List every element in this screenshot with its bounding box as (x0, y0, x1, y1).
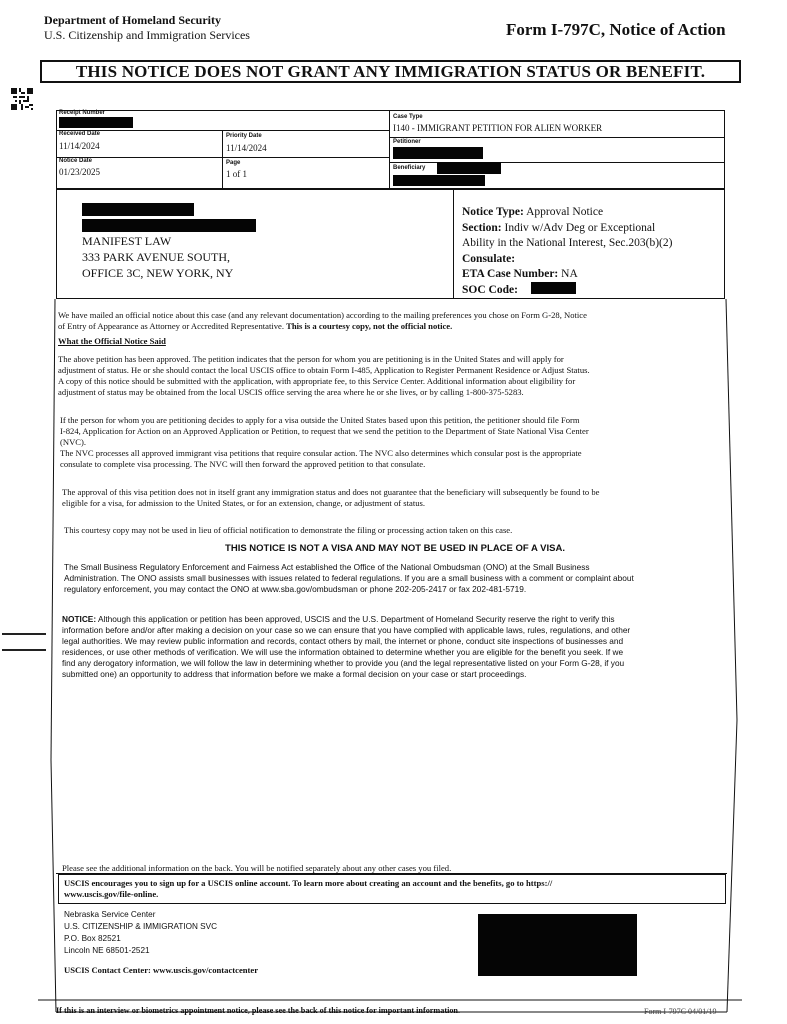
case-type-label: Case Type (393, 114, 423, 120)
page-value: 1 of 1 (226, 169, 247, 179)
ombudsman-paragraph (64, 562, 732, 595)
paragraph-line: Administration. The ONO assists small businesses with issues related to federal regulations. If you are a small business with a comment or complaint about (64, 573, 634, 583)
received-date-value: 11/14/2024 (59, 141, 100, 151)
notice-date-label: Notice Date (59, 158, 93, 164)
eta-case-number-label: ETA Case Number: (462, 268, 559, 280)
receipt-number-label: Receipt Number (59, 110, 106, 116)
paragraph-line: consulate to complete visa processing. The NVC will then forward the approved petition to that consulate. (60, 459, 426, 469)
address-line: MANIFEST LAW (82, 234, 172, 248)
service-center-line: P.O. Box 82521 (64, 934, 121, 943)
paragraph-line: (NVC). (60, 437, 87, 447)
page-label: Page (226, 160, 241, 166)
appointment-note: If this is an interview or biometrics appointment notice, please see the back of this notice for important information. (56, 1006, 461, 1015)
paragraph-line: eligible for a visa, for admission to the United States, or for an extension, change, or adjustment of status. (62, 498, 426, 508)
additional-info-note: Please see the additional information on the back. You will be notified separately about any other cases you filed. (62, 863, 452, 873)
paragraph-line: The above petition has been approved. The petition indicates that the person for whom you are petitioning is in the United States and will apply for (58, 354, 564, 364)
paragraph-line: information before and/or after making a decision on your case so we can ensure that you have complied with applicable laws, rules, regulations, and other (62, 625, 631, 635)
section-value-continued: Ability in the National Interest, Sec.203(b)(2) (462, 237, 673, 249)
service-center-line: U.S. CITIZENSHIP & IMMIGRATION SVC (64, 922, 217, 931)
online-account-note (64, 878, 724, 900)
received-date-label: Received Date (59, 131, 101, 137)
form-edition: Form I-797C 04/01/19 (644, 1007, 717, 1016)
paragraph-line: If the person for whom you are petitioning decides to apply for a visa outside the United States based upon this petition, the petitioner should file Form (60, 415, 580, 425)
service-center-line: Nebraska Service Center (64, 910, 156, 919)
case-type-value: I140 - IMMIGRANT PETITION FOR ALIEN WORKER (393, 123, 603, 133)
section-value: Indiv w/Adv Deg or Exceptional (504, 221, 656, 234)
address-line: OFFICE 3C, NEW YORK, NY (82, 266, 234, 280)
address-line: 333 PARK AVENUE SOUTH, (82, 250, 231, 264)
status-warning-banner: THIS NOTICE DOES NOT GRANT ANY IMMIGRATION STATUS OR BENEFIT. (40, 60, 741, 83)
online-account-link[interactable]: www.uscis.gov/file-online. (64, 889, 159, 899)
paragraph-line: The approval of this visa petition does not in itself grant any immigration status and does not guarantee that the beneficiary will subsequently be found to be (62, 487, 600, 497)
intro-line: of Entry of Appearance as Attorney or Accredited Representative. (58, 321, 284, 331)
service-center-line: Lincoln NE 68501-2521 (64, 946, 150, 955)
paragraph-line: Although this application or petition has been approved, USCIS and the U.S. Department of Homeland Security reserve the right to verify this (97, 614, 615, 624)
online-account-line: USCIS encourages you to sign up for a USCIS online account. To learn more about creating an account and the benefits, go to https:// (64, 878, 553, 888)
paragraph-line: adjustment of status may be obtained from the local USCIS office serving the area where he or she lives, or by calling 1-800-375-5283. (58, 387, 524, 397)
official-notice-heading: What the Official Notice Said (58, 336, 166, 346)
soc-code-label: SOC Code: (462, 283, 518, 296)
agency-name: Department of Homeland Security (44, 13, 221, 27)
priority-date-label: Priority Date (226, 133, 262, 139)
eta-case-number-value: NA (561, 268, 578, 280)
petitioner-label: Petitioner (393, 139, 421, 145)
paragraph-line: I-824, Application for Action on an Approved Application or Petition, to request that we send the petition to the Department of State National Visa Center (60, 426, 589, 436)
redacted-barcode (478, 914, 637, 976)
paragraph-line: The Small Business Regulatory Enforcement and Fairness Act established the Office of the National Ombudsman (ONO) at the Small Business (64, 562, 590, 572)
paragraph-line: regulatory enforcement, you may contact the ONO at www.sba.gov/ombudsman or phone 202-205-2417 or fax 202-481-5719. (64, 584, 527, 594)
consulate-label: Consulate: (462, 252, 516, 265)
approval-paragraph (58, 354, 728, 398)
paragraph-line: find any derogatory information, we will follow the law in determining whether to provide you (and the legal representative listed on your Form G-28, if you (62, 658, 625, 668)
notice-label: NOTICE: (62, 614, 97, 624)
courtesy-intro (58, 310, 723, 332)
margin-mark (2, 649, 46, 651)
courtesy-copy-paragraph: This courtesy copy may not be used in lieu of official notification to demonstrate the filing or processing action taken on this case. (64, 525, 513, 535)
paragraph-line: submitted one) an opportunity to address that information before we make a formal decision on your case or start proceedings. (62, 669, 527, 679)
status-disclaimer-paragraph (62, 487, 732, 509)
courtesy-copy-note: This is a courtesy copy, not the official notice. (286, 321, 453, 331)
not-a-visa-warning: THIS NOTICE IS NOT A VISA AND MAY NOT BE USED IN PLACE OF A VISA. (225, 543, 565, 554)
notice-type-label: Notice Type: (462, 206, 524, 218)
form-title: Form I-797C, Notice of Action (506, 20, 726, 39)
paragraph-line: adjustment of status. He or she should contact the local USCIS office to obtain Form I-485, Application to Register Permanent Residence or Adjust Status. (58, 365, 590, 375)
paragraph-line: residences, or use other methods of verification. We will use the information obtained to determine whether you are eligible for the benefit you seek. If we (62, 647, 624, 657)
margin-mark (2, 633, 46, 635)
priority-date-value: 11/14/2024 (226, 143, 267, 153)
paragraph-line: The NVC processes all approved immigrant visa petitions that require consular action. The NVC also determines which consular post is the appropriate (60, 448, 582, 458)
notice-date-value: 01/23/2025 (59, 167, 101, 177)
paragraph-line: legal authorities. We may review public information and records, contact others by mail, the internet or phone, conduct site inspections of businesses and (62, 636, 624, 646)
consular-paragraph (60, 415, 730, 470)
contact-center-link[interactable]: USCIS Contact Center: www.uscis.gov/contactcenter (64, 965, 259, 975)
beneficiary-label: Beneficiary (393, 165, 426, 171)
service-center-address (64, 909, 217, 957)
intro-line: We have mailed an official notice about this case (and any relevant documentation) according to the mailing preferences you chose on Form G-28, Notice (58, 310, 587, 320)
notice-type-value: Approval Notice (526, 206, 604, 218)
verification-notice (62, 614, 734, 680)
paragraph-line: A copy of this notice should be submitted with the application, with appropriate fee, to this Service Center. Additional information about eligibility for (58, 376, 576, 386)
section-label: Section: (462, 221, 502, 234)
agency-subname: U.S. Citizenship and Immigration Services (44, 28, 250, 42)
